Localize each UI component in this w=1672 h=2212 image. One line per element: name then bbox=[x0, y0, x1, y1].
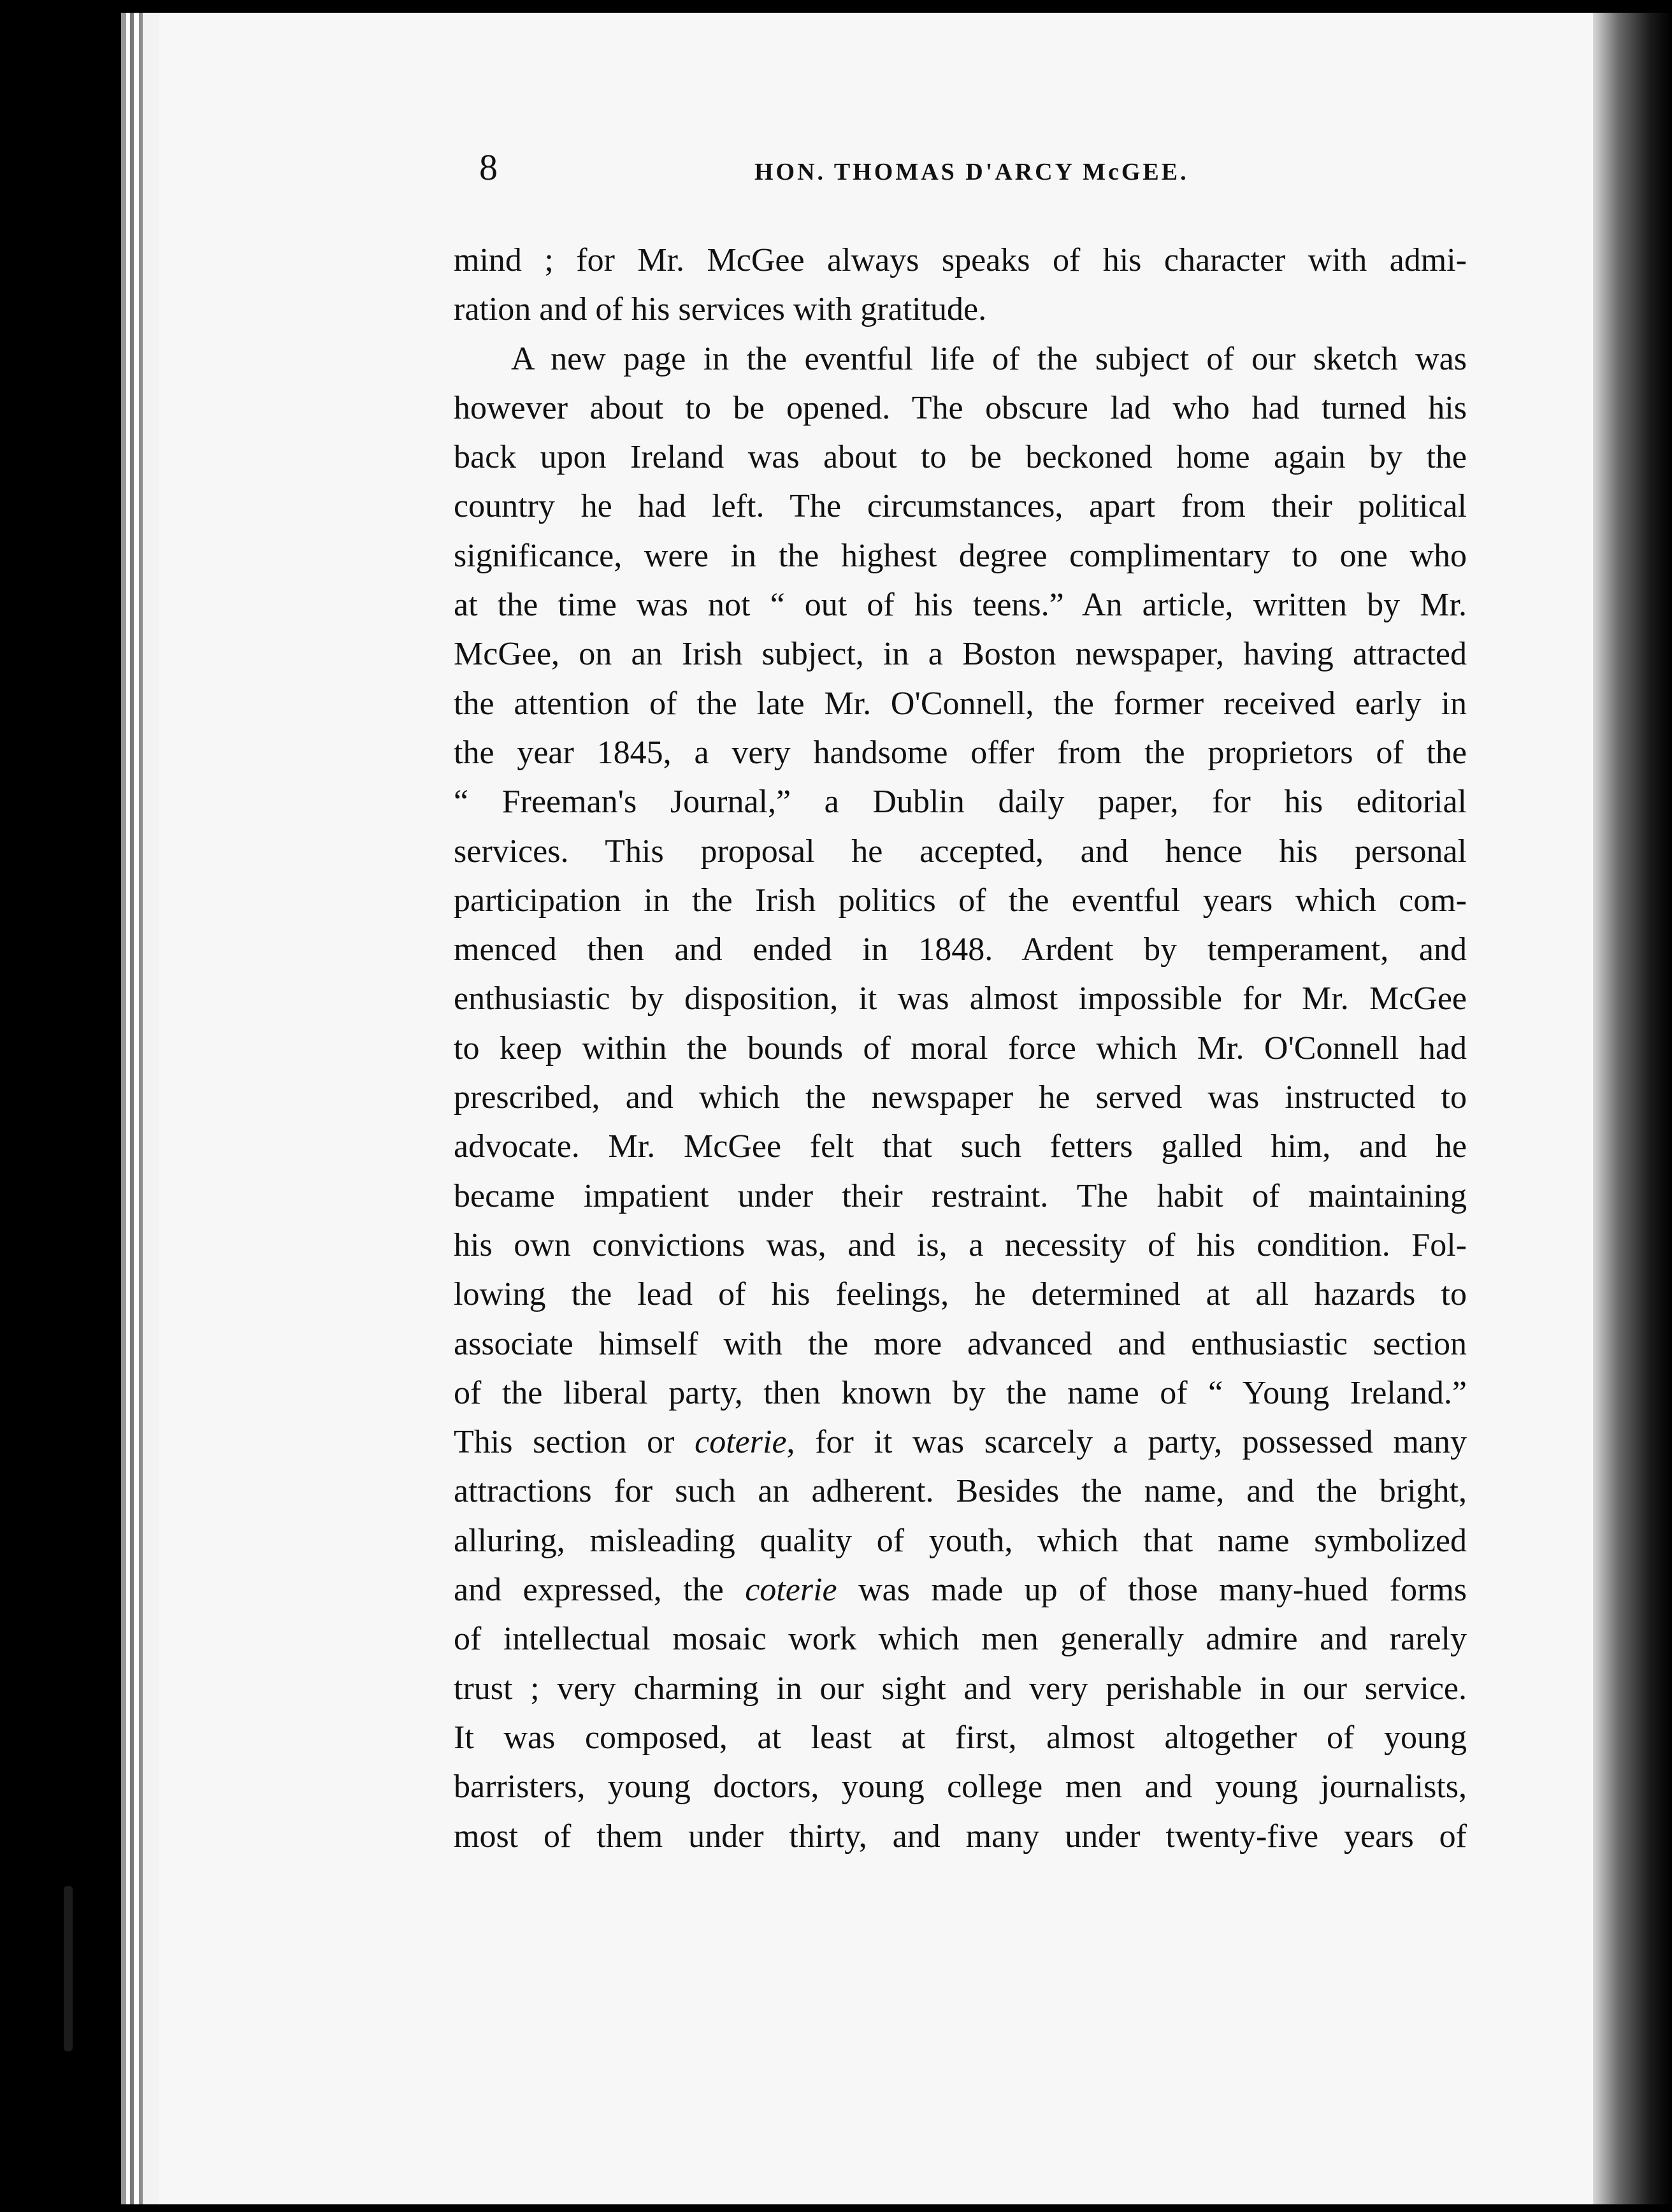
italic-word: coterie bbox=[745, 1572, 837, 1609]
text-line: advocate. Mr. McGee felt that such fetters galled him, and he bbox=[454, 1128, 1467, 1165]
text-line: his own convictions was, and is, a necessity of his condition. Fol- bbox=[454, 1226, 1467, 1263]
text-line bbox=[454, 1418, 1467, 1467]
text-line: alluring, misleading quality of youth, which that name symbolized bbox=[454, 1522, 1467, 1559]
text-line: significance, were in the highest degree complimentary to one who bbox=[454, 537, 1467, 574]
text-line: McGee, on an Irish subject, in a Boston newspaper, having attracted bbox=[454, 636, 1467, 673]
text-line: country he had left. The circumstances, apart from their political bbox=[454, 488, 1467, 525]
text-line: the attention of the late Mr. O'Connell, the former received early in bbox=[454, 685, 1467, 722]
text-segment: and expressed, the bbox=[454, 1572, 724, 1609]
text-line: enthusiastic by disposition, it was almost impossible for Mr. McGee bbox=[454, 980, 1467, 1017]
text-line: It was composed, at least at first, almost altogether of young bbox=[454, 1719, 1467, 1756]
text-line: prescribed, and which the newspaper he served was instructed to bbox=[454, 1079, 1467, 1116]
page-header bbox=[479, 145, 1206, 196]
italic-word: coterie bbox=[695, 1424, 787, 1461]
text-line: A new page in the eventful life of the subject of our sketch was bbox=[511, 340, 1467, 377]
text-line: to keep within the bounds of moral force which Mr. O'Connell had bbox=[454, 1030, 1467, 1066]
binding-shadow bbox=[1593, 13, 1672, 2204]
text-line: menced then and ended in 1848. Ardent by temperament, and bbox=[454, 931, 1467, 968]
running-head: HON. THOMAS D'ARCY McGEE. bbox=[754, 159, 1189, 185]
text-line: at the time was not “ out of his teens.” An article, written by Mr. bbox=[454, 587, 1467, 624]
text-line: participation in the Irish politics of the eventful years which com- bbox=[454, 882, 1467, 919]
text-segment: This section or bbox=[454, 1424, 675, 1461]
text-line: lowing the lead of his feelings, he determined at all hazards to bbox=[454, 1276, 1467, 1313]
binding-mark bbox=[64, 1886, 73, 2051]
text-line: barristers, young doctors, young college men and young journalists, bbox=[454, 1769, 1467, 1806]
text-line: associate himself with the more advanced and enthusiastic section bbox=[454, 1325, 1467, 1362]
text-line: ration and of his services with gratitude. bbox=[454, 291, 987, 328]
text-line: the year 1845, a very handsome offer from the proprietors of the bbox=[454, 734, 1467, 771]
text-line: most of them under thirty, and many under twenty-five years of bbox=[454, 1818, 1467, 1855]
text-line: however about to be opened. The obscure lad who had turned his bbox=[454, 389, 1467, 426]
text-line: attractions for such an adherent. Besides the name, and the bright, bbox=[454, 1473, 1467, 1510]
text-line: mind ; for Mr. McGee always speaks of his character with admi- bbox=[454, 242, 1467, 278]
text-line: became impatient under their restraint. The habit of maintaining bbox=[454, 1177, 1467, 1214]
text-segment: , for it was scarcely a party, possessed many bbox=[786, 1424, 1467, 1461]
text-line: services. This proposal he accepted, and hence his personal bbox=[454, 833, 1467, 870]
text-line: trust ; very charming in our sight and very perishable in our service. bbox=[454, 1670, 1467, 1707]
page-edge-stack bbox=[121, 13, 159, 2204]
text-line: of the liberal party, then known by the name of “ Young Ireland.” bbox=[454, 1374, 1467, 1411]
body-text bbox=[454, 236, 1467, 1861]
text-segment: was made up of those many-hued forms bbox=[858, 1572, 1467, 1609]
text-line: of intellectual mosaic work which men generally admire and rarely bbox=[454, 1621, 1467, 1658]
text-line: “ Freeman's Journal,” a Dublin daily paper, for his editorial bbox=[454, 784, 1467, 821]
text-line bbox=[454, 1565, 1467, 1614]
text-line: back upon Ireland was about to be beckoned home again by the bbox=[454, 439, 1467, 476]
page-number: 8 bbox=[479, 147, 498, 188]
